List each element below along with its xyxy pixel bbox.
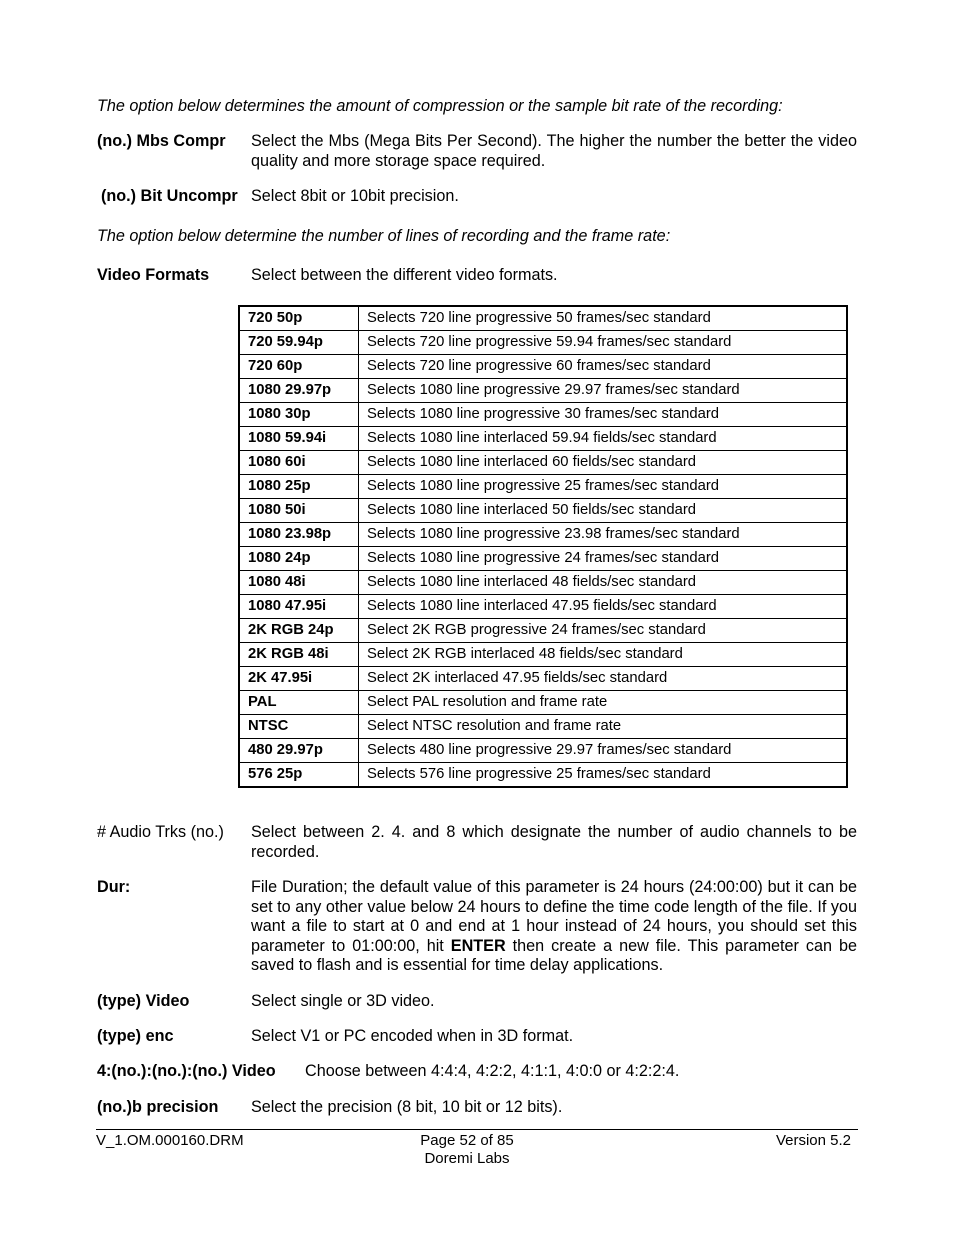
format-desc: Selects 1080 line interlaced 50 fields/sec standard bbox=[359, 499, 848, 523]
footer-company: Doremi Labs bbox=[424, 1149, 510, 1167]
dur-desc-part1: File Duration; the default value of this parameter is 24 hours (24:00:00) but it can be set to any other value below 24 hours to define the time code length of the file. If you want a file to start at 0 and end at 1 hour instead of 24 hours, you should set this parameter to 01:00:00, hit bbox=[251, 878, 857, 955]
type-video-desc: Select single or 3D video. bbox=[251, 992, 435, 1010]
format-name: 1080 24p bbox=[239, 547, 359, 571]
format-desc: Selects 1080 line progressive 30 frames/sec standard bbox=[359, 403, 848, 427]
footer-center bbox=[367, 1132, 567, 1167]
audio-trks-term: # Audio Trks (no.) bbox=[97, 823, 224, 841]
precision-desc: Select the precision (8 bit, 10 bit or 12 bits). bbox=[251, 1098, 563, 1116]
format-row bbox=[239, 595, 847, 619]
format-name: 1080 47.95i bbox=[239, 595, 359, 619]
format-row bbox=[239, 739, 847, 763]
video-formats-desc: Select between the different video formats. bbox=[251, 266, 558, 284]
format-desc: Select 2K interlaced 47.95 fields/sec standard bbox=[359, 667, 848, 691]
intro-compression: The option below determines the amount of compression or the sample bit rate of the recording: bbox=[97, 97, 783, 115]
video-formats-term: Video Formats bbox=[97, 266, 210, 284]
format-desc: Selects 480 line progressive 29.97 frames/sec standard bbox=[359, 739, 848, 763]
format-name: 720 59.94p bbox=[239, 331, 359, 355]
format-desc: Selects 720 line progressive 59.94 frames/sec standard bbox=[359, 331, 848, 355]
format-name: 2K RGB 48i bbox=[239, 643, 359, 667]
bit-uncompr-desc: Select 8bit or 10bit precision. bbox=[251, 187, 459, 205]
format-row bbox=[239, 475, 847, 499]
dur-desc-part2: then create a new file. This parameter can be saved to flash and is essential for time delay applications. bbox=[251, 936, 858, 975]
footer-doc-id: V_1.OM.000160.DRM bbox=[96, 1132, 244, 1149]
format-name: 720 50p bbox=[239, 306, 359, 331]
format-desc: Selects 720 line progressive 60 frames/sec standard bbox=[359, 355, 848, 379]
format-name: 1080 25p bbox=[239, 475, 359, 499]
format-desc: Selects 1080 line progressive 25 frames/sec standard bbox=[359, 475, 848, 499]
format-row bbox=[239, 667, 847, 691]
format-row bbox=[239, 691, 847, 715]
format-row bbox=[239, 499, 847, 523]
format-desc: Selects 1080 line interlaced 47.95 fields/sec standard bbox=[359, 595, 848, 619]
format-desc: Selects 1080 line interlaced 48 fields/sec standard bbox=[359, 571, 848, 595]
format-desc: Selects 1080 line progressive 24 frames/sec standard bbox=[359, 547, 848, 571]
format-name: 1080 30p bbox=[239, 403, 359, 427]
mbs-compr-term: (no.) Mbs Compr bbox=[97, 132, 226, 150]
format-name: PAL bbox=[239, 691, 359, 715]
format-row bbox=[239, 427, 847, 451]
format-name: 480 29.97p bbox=[239, 739, 359, 763]
format-row bbox=[239, 403, 847, 427]
type-enc-desc: Select V1 or PC encoded when in 3D format. bbox=[251, 1027, 574, 1045]
format-row bbox=[239, 331, 847, 355]
format-row bbox=[239, 547, 847, 571]
format-name: 1080 23.98p bbox=[239, 523, 359, 547]
format-desc: Selects 1080 line progressive 29.97 frames/sec standard bbox=[359, 379, 848, 403]
sampling-desc: Choose between 4:4:4, 4:2:2, 4:1:1, 4:0:0 or 4:2:2:4. bbox=[305, 1062, 680, 1080]
format-row bbox=[239, 451, 847, 475]
format-desc: Selects 1080 line interlaced 59.94 fields/sec standard bbox=[359, 427, 848, 451]
format-desc: Selects 576 line progressive 25 frames/sec standard bbox=[359, 763, 848, 788]
format-row bbox=[239, 571, 847, 595]
video-formats-table bbox=[238, 305, 848, 788]
format-name: NTSC bbox=[239, 715, 359, 739]
footer-divider bbox=[96, 1129, 858, 1130]
format-name: 2K RGB 24p bbox=[239, 619, 359, 643]
format-row bbox=[239, 619, 847, 643]
format-row bbox=[239, 306, 847, 331]
format-name: 1080 59.94i bbox=[239, 427, 359, 451]
format-desc: Select PAL resolution and frame rate bbox=[359, 691, 848, 715]
format-desc: Select NTSC resolution and frame rate bbox=[359, 715, 848, 739]
type-enc-term: (type) enc bbox=[97, 1027, 174, 1045]
format-row bbox=[239, 763, 847, 788]
format-name: 1080 50i bbox=[239, 499, 359, 523]
dur-term: Dur: bbox=[97, 878, 131, 896]
audio-trks-desc: Select between 2. 4. and 8 which designate the number of audio channels to be recorded. bbox=[251, 823, 857, 861]
precision-term: (no.)b precision bbox=[97, 1098, 219, 1116]
format-name: 2K 47.95i bbox=[239, 667, 359, 691]
format-desc: Selects 720 line progressive 50 frames/sec standard bbox=[359, 306, 848, 331]
format-row bbox=[239, 379, 847, 403]
format-name: 576 25p bbox=[239, 763, 359, 788]
format-name: 1080 48i bbox=[239, 571, 359, 595]
sampling-term: 4:(no.):(no.):(no.) Video bbox=[97, 1062, 276, 1080]
format-name: 1080 29.97p bbox=[239, 379, 359, 403]
format-row bbox=[239, 523, 847, 547]
type-video-term: (type) Video bbox=[97, 992, 190, 1010]
footer-page: Page 52 of 85 bbox=[420, 1132, 514, 1149]
format-desc: Selects 1080 line progressive 23.98 frames/sec standard bbox=[359, 523, 848, 547]
bit-uncompr-term: (no.) Bit Uncompr bbox=[101, 187, 238, 205]
format-name: 720 60p bbox=[239, 355, 359, 379]
intro-lines: The option below determine the number of lines of recording and the frame rate: bbox=[97, 227, 671, 245]
format-row bbox=[239, 715, 847, 739]
format-row bbox=[239, 643, 847, 667]
format-name: 1080 60i bbox=[239, 451, 359, 475]
format-desc: Selects 1080 line interlaced 60 fields/sec standard bbox=[359, 451, 848, 475]
format-row bbox=[239, 355, 847, 379]
footer-version: Version 5.2 bbox=[775, 1132, 851, 1149]
format-desc: Select 2K RGB progressive 24 frames/sec standard bbox=[359, 619, 848, 643]
format-desc: Select 2K RGB interlaced 48 fields/sec standard bbox=[359, 643, 848, 667]
dur-desc bbox=[251, 878, 857, 976]
dur-desc-enter: ENTER bbox=[450, 936, 506, 955]
mbs-compr-desc: Select the Mbs (Mega Bits Per Second). The higher the number the better the video quality and more storage space required. bbox=[251, 132, 857, 170]
